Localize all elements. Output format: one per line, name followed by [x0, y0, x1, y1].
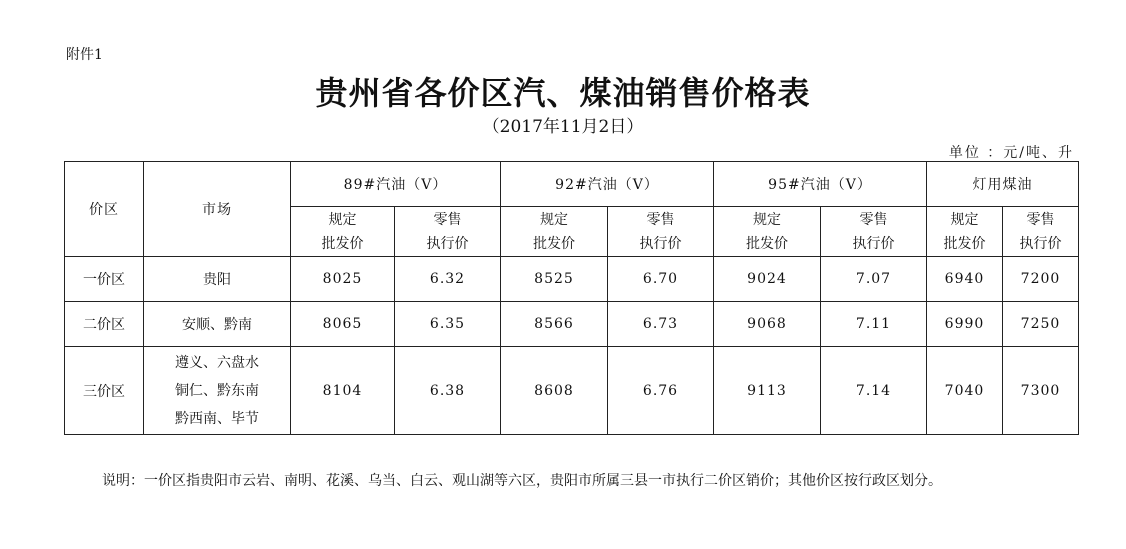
price-cell: 6990	[927, 302, 1003, 347]
document-title: 贵州省各价区汽、煤油销售价格表	[315, 74, 811, 112]
zone-cell: 一价区	[65, 256, 144, 301]
header-market: 市场	[144, 162, 291, 257]
price-cell: 6.35	[395, 302, 501, 347]
zone-cell: 三价区	[65, 347, 144, 435]
unit-label: 单位 ：元/吨、升	[948, 145, 1074, 161]
market-cell: 贵阳	[144, 256, 291, 301]
header-product-92: 92#汽油（V）	[501, 162, 714, 207]
header-retail: 零售 执行价	[1003, 207, 1079, 256]
price-cell: 6.38	[395, 347, 501, 435]
price-cell: 7.11	[821, 302, 927, 347]
header-wholesale: 规定 批发价	[927, 207, 1003, 256]
table-row	[65, 347, 1079, 435]
price-cell: 8104	[291, 347, 395, 435]
header-wholesale: 规定 批发价	[501, 207, 608, 256]
price-cell: 6.70	[608, 256, 714, 301]
price-cell: 9113	[714, 347, 821, 435]
price-cell: 8608	[501, 347, 608, 435]
price-cell: 7.07	[821, 256, 927, 301]
table-row	[65, 256, 1079, 301]
price-cell: 7300	[1003, 347, 1079, 435]
price-cell: 8065	[291, 302, 395, 347]
market-cell: 安顺、黔南	[144, 302, 291, 347]
zone-cell: 二价区	[65, 302, 144, 347]
market-line: 铜仁、黔东南	[175, 382, 259, 399]
price-cell: 8025	[291, 256, 395, 301]
header-wholesale: 规定 批发价	[291, 207, 395, 256]
table-row	[65, 302, 1079, 347]
header-retail: 零售 执行价	[395, 207, 501, 256]
price-cell: 6.73	[608, 302, 714, 347]
header-retail: 零售 执行价	[821, 207, 927, 256]
document-date: （2017年11月2日）	[482, 117, 644, 137]
market-cell	[144, 347, 291, 435]
header-row-products	[65, 162, 1079, 207]
attachment-label: 附件1	[66, 47, 103, 63]
price-cell: 6.76	[608, 347, 714, 435]
header-retail: 零售 执行价	[608, 207, 714, 256]
footnote: 说明：一价区指贵阳市云岩、南明、花溪、乌当、白云、观山湖等六区，贵阳市所属三县一市执行二价区销价；其他价区按行政区划分。	[102, 473, 942, 489]
price-cell: 7.14	[821, 347, 927, 435]
price-cell: 8525	[501, 256, 608, 301]
market-line: 黔西南、毕节	[175, 410, 259, 427]
header-product-89: 89#汽油（V）	[291, 162, 501, 207]
price-cell: 9024	[714, 256, 821, 301]
header-zone: 价区	[65, 162, 144, 257]
price-cell: 7250	[1003, 302, 1079, 347]
price-cell: 9068	[714, 302, 821, 347]
price-cell: 6.32	[395, 256, 501, 301]
price-cell: 6940	[927, 256, 1003, 301]
market-line: 遵义、六盘水	[175, 354, 259, 371]
price-cell: 7040	[927, 347, 1003, 435]
header-product-95: 95#汽油（V）	[714, 162, 927, 207]
price-cell: 7200	[1003, 256, 1079, 301]
price-cell: 8566	[501, 302, 608, 347]
header-wholesale: 规定 批发价	[714, 207, 821, 256]
header-product-kerosene: 灯用煤油	[927, 162, 1079, 207]
price-table	[64, 161, 1079, 435]
